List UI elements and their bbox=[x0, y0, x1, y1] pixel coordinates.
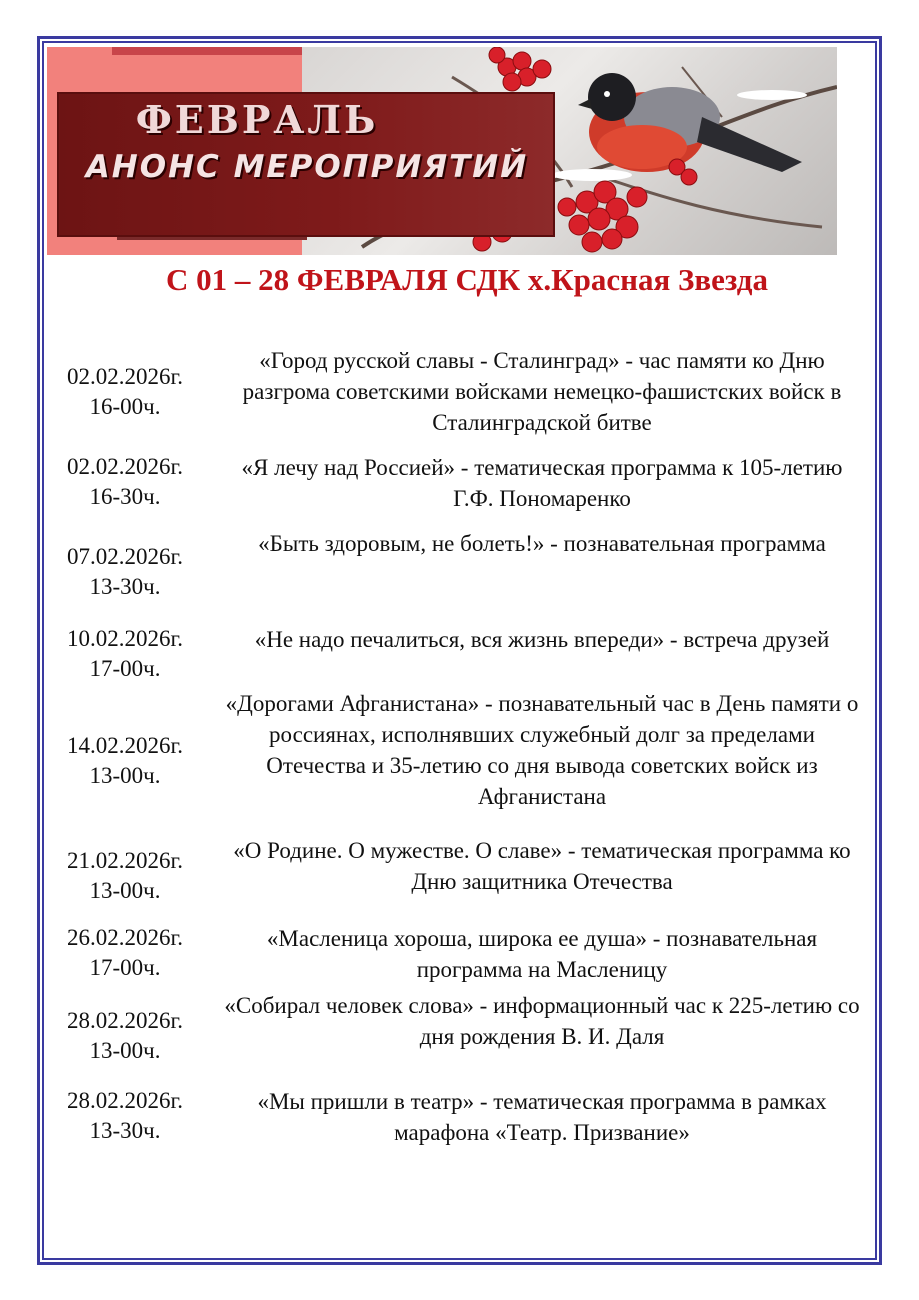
page-heading: С 01 – 28 ФЕВРАЛЯ СДК х.Красная Звезда bbox=[166, 262, 768, 297]
event-date-time bbox=[40, 923, 210, 983]
event-date: 21.02.2026г. bbox=[66, 848, 184, 873]
event-date-time bbox=[40, 846, 210, 906]
event-description: «Масленица хороша, широка ее душа» - познавательная программа на Масленицу bbox=[266, 926, 818, 982]
event-time: 16-30ч. bbox=[89, 484, 161, 509]
event-description: «Дорогами Афганистана» - познавательный час в День памяти о россиянах, исполнявших служебный долг за пределами Отечества и 35-летию со дня вывода советских войск из Афганистана bbox=[225, 691, 859, 809]
event-time: 13-00ч. bbox=[89, 878, 161, 903]
event-date-time bbox=[40, 1086, 210, 1146]
event-date-time bbox=[40, 1006, 210, 1066]
event-time: 13-00ч. bbox=[89, 763, 161, 788]
event-date: 14.02.2026г. bbox=[66, 733, 184, 758]
event-date-time bbox=[40, 542, 210, 602]
event-time: 13-00ч. bbox=[89, 1038, 161, 1063]
event-date: 02.02.2026г. bbox=[66, 364, 184, 389]
event-date: 28.02.2026г. bbox=[66, 1088, 184, 1113]
event-description: «О Родине. О мужестве. О славе» - тематическая программа ко Дню защитника Отечества bbox=[233, 838, 851, 894]
event-time: 13-30ч. bbox=[89, 574, 161, 599]
event-date-time bbox=[40, 452, 210, 512]
event-time: 16-00ч. bbox=[89, 394, 161, 419]
event-time: 17-00ч. bbox=[89, 656, 161, 681]
event-date: 26.02.2026г. bbox=[66, 925, 184, 950]
banner-subtitle: АНОНС МЕРОПРИЯТИЙ bbox=[85, 149, 529, 185]
event-time: 17-00ч. bbox=[89, 955, 161, 980]
event-description: «Мы пришли в театр» - тематическая программа в рамках марафона «Театр. Призвание» bbox=[257, 1089, 827, 1145]
event-description: «Я лечу над Россией» - тематическая программа к 105-летию Г.Ф. Пономаренко bbox=[241, 455, 843, 511]
event-description: «Собирал человек слова» - информационный час к 225-летию со дня рождения В. И. Даля bbox=[224, 993, 860, 1049]
event-time: 13-30ч. bbox=[89, 1118, 161, 1143]
event-date: 07.02.2026г. bbox=[66, 544, 184, 569]
event-date-time bbox=[40, 731, 210, 791]
event-description: «Быть здоровым, не болеть!» - познавательная программа bbox=[258, 531, 826, 556]
event-date-time bbox=[40, 362, 210, 422]
event-date: 02.02.2026г. bbox=[66, 454, 184, 479]
event-date: 28.02.2026г. bbox=[66, 1008, 184, 1033]
event-description: «Город русской славы - Сталинград» - час памяти ко Дню разгрома советскими войсками немецко-фашистских войск в Сталинградской битве bbox=[242, 348, 842, 435]
banner-month-title: ФЕВРАЛЬ bbox=[135, 97, 379, 142]
event-description: «Не надо печалиться, вся жизнь впереди» - встреча друзей bbox=[254, 627, 830, 652]
event-date: 10.02.2026г. bbox=[66, 626, 184, 651]
event-date-time bbox=[40, 624, 210, 684]
